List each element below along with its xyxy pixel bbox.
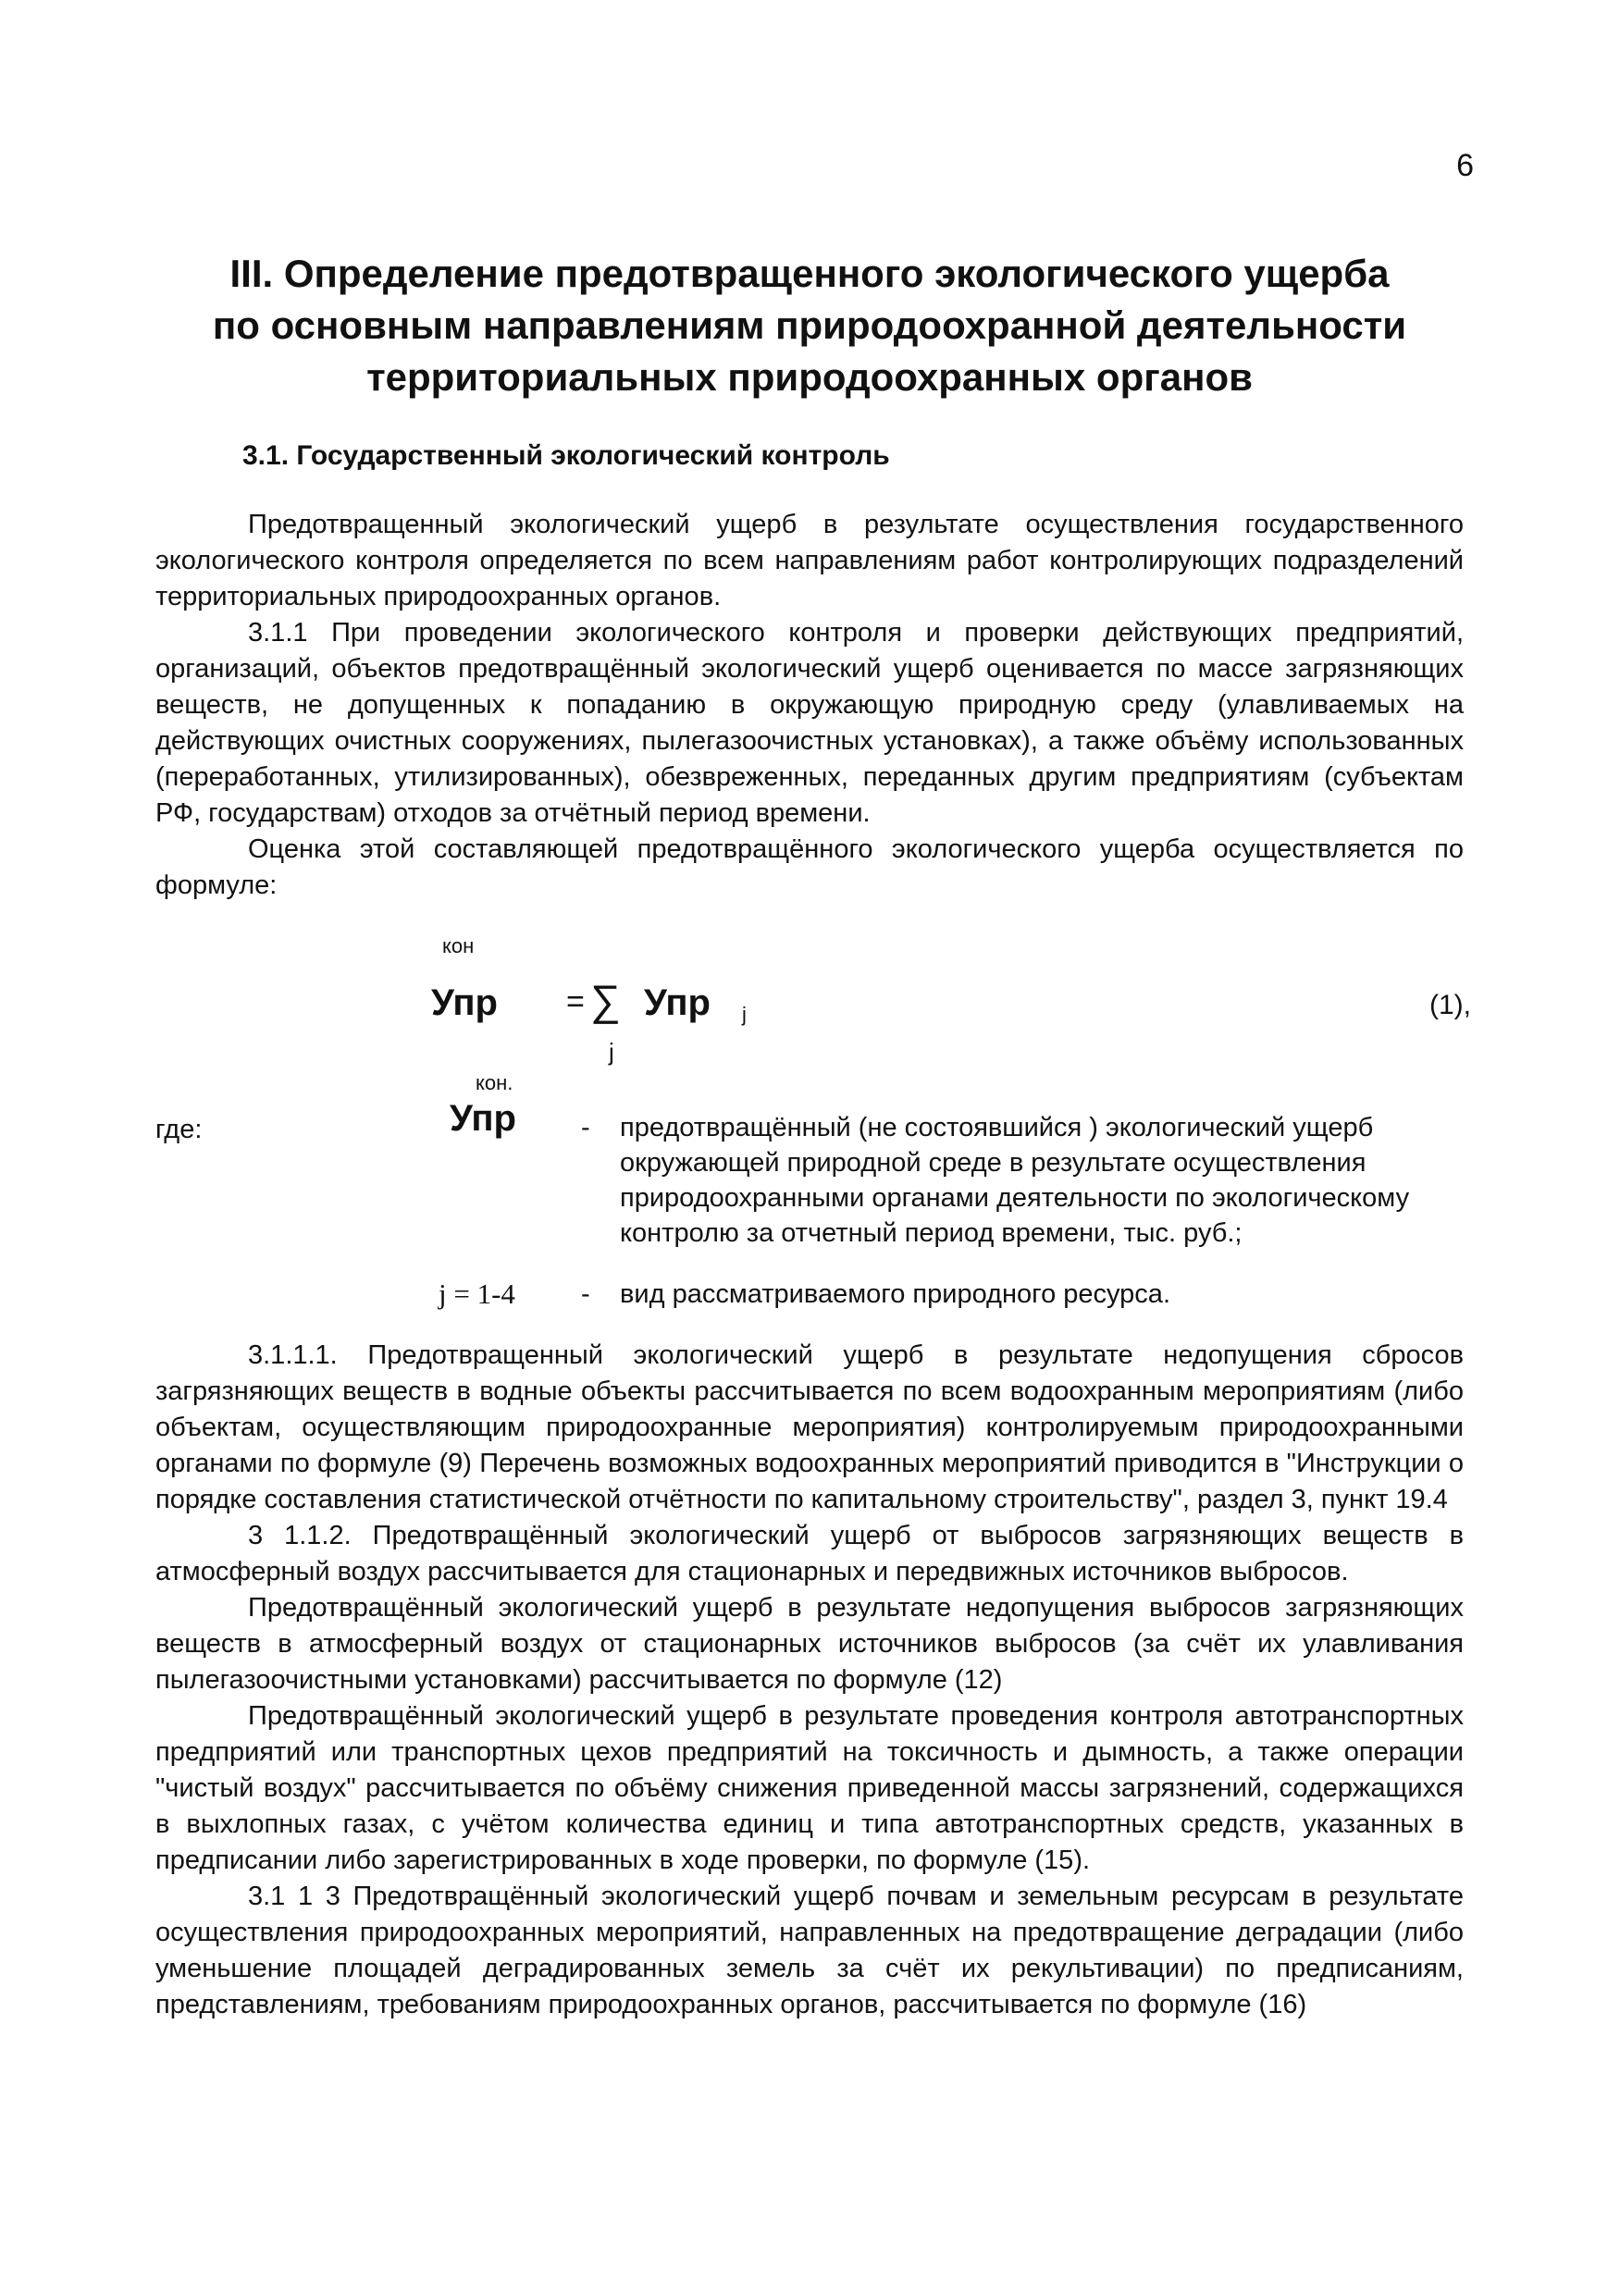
title-line-1: III. Определение предотвращенного экологического ущерба xyxy=(229,252,1390,295)
paragraph-3-1-1-2: 3 1.1.2. Предотвращённый экологический ущерб от выбросов загрязняющих веществ в атмосферный воздух рассчитывается для стационарных и передвижных источников выбросов. xyxy=(155,1521,1464,1586)
section-heading: 3.1. Государственный экологический контроль xyxy=(242,440,890,471)
formula-lhs: Упр xyxy=(431,982,498,1023)
legend-dash-2: - xyxy=(581,1279,590,1309)
main-body xyxy=(155,1338,1464,2023)
formula-superscript: кон xyxy=(442,934,475,957)
page-title xyxy=(139,248,1480,403)
sum-index: j xyxy=(609,1038,614,1066)
legend-j-range: j = 1-4 xyxy=(439,1278,515,1310)
formula-intro-paragraph: Оценка этой составляющей предотвращённого экологического ущерба осуществляется по формуле: xyxy=(155,834,1464,900)
formula-legend xyxy=(155,1066,1464,1315)
paragraph-vehicle-control: Предотвращённый экологический ущерб в результате проведения контроля автотранспортных предприятий или транспортных цехов предприятий на токсичность и дымность, а также операции "чистый воздух" рассчитывается по объёму снижения приведенной массы загрязнений, содержащихся в выхлопных газах, с учётом количества единиц и типа автотранспортных средств, указанных в предписании либо зарегистрированных в ходе проверки, по формуле (15). xyxy=(155,1701,1464,1875)
formula-rhs-subscript: j xyxy=(742,1003,747,1026)
legend-symbol: Упр xyxy=(450,1098,516,1139)
legend-dash: - xyxy=(581,1113,590,1142)
sum-symbol: ∑ xyxy=(590,976,621,1024)
formula-equals: = xyxy=(566,984,585,1019)
legend-where: где: xyxy=(155,1115,203,1144)
legend-j-description: вид рассматриваемого природного ресурса. xyxy=(620,1279,1170,1309)
section-body xyxy=(155,507,1464,904)
paragraph-3-1-1-1: 3.1.1.1. Предотвращенный экологический ущерб в результате недопущения сбросов загрязняющих веществ в водные объекты рассчитывается по всем водоохранным мероприятиям (либо объектам, осуществляющим природоохранные мероприятия) контролируемым природоохранными органами по формуле (9) Перечень возможных водоохранных мероприятий приводится в "Инструкции о порядке составления статистической отчётности по капитальному строительству", раздел 3, пункт 19.4 xyxy=(155,1340,1464,1514)
formula-1 xyxy=(426,934,1471,1064)
paragraph-3-1-1-3: 3.1 1 3 Предотвращённый экологический ущерб почвам и земельным ресурсам в результате осуществления природоохранных мероприятий, направленных на предотвращение деградации (либо уменьшение площадей деградированных земель за счёт их рекультивации) по предписаниям, представлениям, требованиям природоохранных органов, рассчитывается по формуле (16) xyxy=(155,1882,1464,2019)
formula-rhs: Упр xyxy=(644,982,711,1023)
intro-paragraph: Предотвращенный экологический ущерб в результате осуществления государственного экологического контроля определяется по всем направлениям работ контролирующих подразделений территориальных природоохранных органов. xyxy=(155,510,1464,611)
formula-number: (1), xyxy=(1429,990,1471,1020)
title-line-3: территориальных природоохранных органов xyxy=(366,355,1253,399)
legend-description: предотвращённый (не состоявшийся ) экологический ущерб окружающей природной среде в результате осуществления природоохранными органами деятельности по экологическому контролю за отчетный период времени, тыс. руб.; xyxy=(620,1113,1410,1248)
legend-superscript: кон. xyxy=(476,1071,513,1094)
page-number: 6 xyxy=(1456,148,1474,183)
title-line-2: по основным направлениям природоохранной деятельности xyxy=(212,303,1407,347)
paragraph-3-1-1: 3.1.1 При проведении экологического контроля и проверки действующих предприятий, организаций, объектов предотвращённый экологический ущерб оценивается по массе загрязняющих веществ, не допущенных к попаданию в окружающую природную среду (улавливаемых на действующих очистных сооружениях, пылегазоочистных установках), а также объёму использованных (переработанных, утилизированных), обезвреженных, переданных другим предприятиям (субъектам РФ, государствам) отходов за отчётный период времени. xyxy=(155,618,1464,828)
paragraph-stationary-sources: Предотвращённый экологический ущерб в результате недопущения выбросов загрязняющих веществ в атмосферный воздух от стационарных источников выбросов (за счёт их улавливания пылегазоочистными установками) рассчитывается по формуле (12) xyxy=(155,1593,1464,1695)
